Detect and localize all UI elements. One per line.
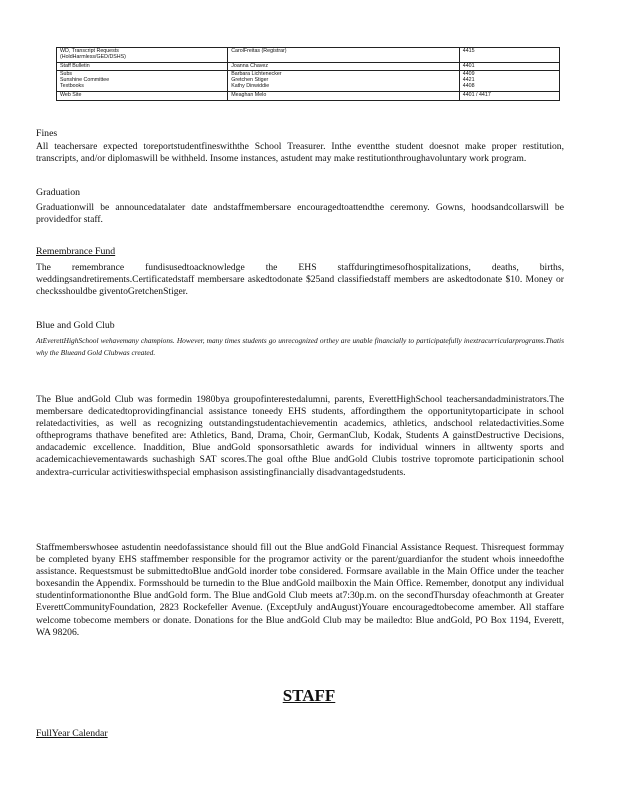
contact-extension-cell <box>459 71 559 91</box>
contact-extension: 4415 <box>462 48 475 54</box>
contact-task: Textbooks <box>60 83 84 90</box>
contact-name: Gretchen Stiger <box>231 77 269 84</box>
fines-heading: Fines <box>36 128 58 139</box>
contact-extension-cell <box>459 48 559 63</box>
contact-task: Staff Bulletin <box>60 62 90 69</box>
graduation-heading: Graduation <box>36 187 81 198</box>
contact-row <box>57 91 560 100</box>
contact-name-cell <box>228 48 460 63</box>
contact-extension: 4421 <box>462 77 475 84</box>
contact-extension-cell <box>459 62 559 71</box>
contact-extension: 4408 <box>462 83 475 90</box>
contact-task: (HoldHarmless/GED/DSHS) <box>60 53 126 60</box>
full-year-calendar-heading: FullYear Calendar <box>36 728 108 739</box>
contact-task: Web Site <box>60 91 82 98</box>
contact-extension: 4401 / 4417 <box>462 91 491 98</box>
contact-name: Kathy Dinwiddie <box>231 83 270 90</box>
contact-task-cell <box>57 48 228 63</box>
remembrance-fund-text: The remembrance fundisusedtoacknowledge the EHS staffduringtimesofhospitalizations, deaths, births, weddingsandretirements.Certificatedstaff membersare askedtodonate $25and classifiedstaff members are askedtodonate $10. Money or checksshouldbe giventoGretchenStiger. <box>36 262 564 298</box>
contact-name: Barbara Lichtenecker <box>231 71 282 78</box>
remembrance-fund-heading: Remembrance Fund <box>36 246 116 257</box>
contact-name: Joanna Chavez <box>231 62 269 69</box>
contact-name: CarolFreitas (Registrar) <box>231 48 287 54</box>
staff-section-title: STAFF <box>282 686 336 705</box>
contact-row <box>57 71 560 91</box>
blue-gold-intro: AtEverettHighSchool wehavemany champions. However, many times students go unrecognized orthey are unable financially to participatefully inextracurricularprograms.Thatis why the Blueand Gold Clubwas created. <box>36 336 564 358</box>
graduation-text: Graduationwill be announcedatalater date andstaffmembersare encouragedtoattendthe ceremony. Gowns, hoodsandcollarswill be providedfor staff. <box>36 202 564 226</box>
contact-extension: 4409 <box>462 71 475 78</box>
fines-text: All teachersare expected toreportstudentfineswiththe School Treasurer. Inthe eventthe student doesnot make proper restitution, transcripts, and/or diplomaswill be withheld. Insome instances, astudent may make restitutionthroughavoluntary work program. <box>36 141 564 165</box>
contact-task-cell <box>57 71 228 91</box>
contact-task: Sunshine Committee <box>60 77 110 84</box>
contact-table <box>56 47 560 101</box>
blue-gold-heading: Blue and Gold Club <box>36 320 115 331</box>
contact-name-cell <box>228 62 460 71</box>
contact-extension-cell <box>459 91 559 100</box>
contact-name-cell <box>228 91 460 100</box>
contact-task-cell <box>57 62 228 71</box>
contact-extension: 4401 <box>462 62 475 69</box>
blue-gold-assistance-paragraph: Staffmemberswhosee astudentin needofassistance should fill out the Blue andGold Financial Assistance Request. Thisrequest formmay be completed byany EHS staffmember responsible for the programor activity or the parent/guardianfor the student whois inneedofthe assistance. Requestsmust be submittedtoBlue andGold inorder tobe considered. Formsare available in the Main Office under the teacher boxesandin the Appendix. Formsshould be turnedin to the Blue andGold mailboxin the Main Office. Remember, donotput any individual studentinformationonthe Blue andGold form. The Blue andGold Club meets at7:30p.m. on the secondThursday ofeachmonth at Greater EverettCommunityFoundation, 2823 Rockefeller Avenue. (ExceptJuly andAugust)Youare encouragedtobecome amember. All staffare welcome tobecome members or donate. Donations for the Blue andGold Club may be mailedto: Blue andGold, PO Box 1194, Everett, WA 98206. <box>36 542 564 638</box>
contact-task-cell <box>57 91 228 100</box>
contact-table-body <box>57 48 560 101</box>
contact-task: WD, Transcript Requests <box>60 48 119 54</box>
contact-row <box>57 62 560 71</box>
contact-name: Meaghan Melo <box>231 91 267 98</box>
contact-row <box>57 48 560 63</box>
blue-gold-history-paragraph: The Blue andGold Club was formedin 1980bya groupofinterestedalumni, parents, EverettHighSchool teachersandadministrators.The membersare dedicatedtoprovidingfinancial assistance toneedy EHS students, affordingthem the opportunitytoparticipate in school relatedactivities, as well as recognizing outstandingstudentachievementin academics, athletics, andschool relatedactivities.Some oftheprograms thathave benefited are: Athletics, Band, Drama, Choir, GermanClub, Kodak, Students A gainstDestructive Decisions, andacademic excellence. Inaddition, Blue andGold sponsorsathletic awards for individual winners in alltwenty sports and academicachievementawards suchashigh SAT scores.The goal ofthe Blue andGold Clubis tostrive topromote participationin school andextra-curricular activitieswithspecial emphasison assistingfinancially disadvantagedstudents. <box>36 394 564 478</box>
contact-name-cell <box>228 71 460 91</box>
contact-task: Subs <box>60 71 73 78</box>
